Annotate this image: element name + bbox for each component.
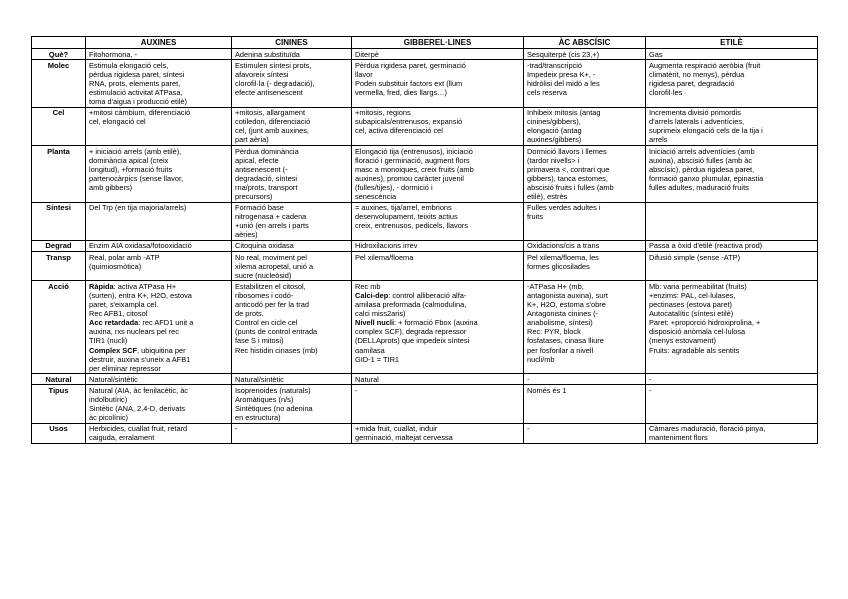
cell-line: + iniciació arrels (amb etilè), [89, 146, 182, 156]
cell-line: afavoreix síntesi [235, 69, 289, 79]
table-body [32, 49, 818, 444]
cell-line: dominància apical (creix [89, 155, 169, 165]
cell-line: clorofil·les [649, 87, 683, 97]
cell-line: Autocatalític (síntesi etilè) [649, 309, 734, 319]
table-cell [86, 146, 232, 203]
cell-line: +unió (en arrels i parts [235, 221, 309, 231]
table-cell [232, 49, 352, 60]
cell-line: auxina, rxs nuclears pel rec [89, 327, 179, 337]
cell-line: Augmenta respiració aeròbia (fruit [649, 60, 761, 70]
cell-line: Diterpè [355, 49, 379, 59]
cell-line: Isoprenoides (naturals) [235, 385, 311, 395]
cell-line: Inhibeix mitosis (antag [527, 108, 601, 118]
cell-line: Pel xilema/floema, les [527, 252, 599, 262]
table-cell [352, 240, 524, 251]
cell-line: Citoquina oxidasa [235, 241, 294, 251]
cell-line: Pèrdua rigidesa paret, germinació [355, 60, 466, 70]
cell-line: rna/prots, transport [235, 182, 298, 192]
row-label: Degrad [32, 240, 86, 251]
cell-line: primavera <, contrari que [527, 164, 610, 174]
table-cell [352, 374, 524, 385]
cell-line: Aromàtiques (n/s) [235, 394, 294, 404]
row-label: Natural [32, 374, 86, 385]
cell-line: part aèria) [235, 135, 269, 145]
row-label: Transp [32, 252, 86, 281]
cell-line: Iniciació arrels adventícies (amb [649, 146, 755, 156]
table-cell [524, 252, 646, 281]
col-header-acid-abscisic: ÀC ABSCÍSIC [524, 37, 646, 49]
cell-line: +mitosi càmbium, diferenciació [89, 108, 191, 118]
cell-line: Sintètic (ANA, 2,4-D, derivats [89, 404, 186, 414]
cell-line: anticodó per fer la trad [235, 300, 309, 310]
cell-line: (menys estovament) [649, 336, 716, 346]
cell-line: Mb: varia permeabilitat (fruits) [649, 281, 747, 291]
cell-line: de prots. [235, 309, 264, 319]
cell-line: cotiledon, diferenciació [235, 117, 311, 127]
table-cell [86, 60, 232, 107]
cell-line: Calci-dep: control alliberació alfa- [355, 290, 467, 300]
table-cell [646, 146, 818, 203]
cell-line: +mitosis, regions [355, 108, 411, 118]
cell-line: elongació (antag [527, 126, 582, 136]
table-cell [232, 60, 352, 107]
table-cell [232, 374, 352, 385]
cell-line: xilema acropetal, unió a [235, 261, 314, 271]
cell-line: gibbers), tanca estomes, [527, 173, 608, 183]
row-label: Síntesi [32, 202, 86, 240]
cell-line: germinació, maltejat cervessa [355, 433, 453, 443]
cell-line: Control en cicle cel [235, 318, 298, 328]
cell-line: Passa a òxid d'etilè (reactiva prod) [649, 241, 763, 251]
table-cell [524, 385, 646, 423]
cell-line: Herbicides, cuallat fruit, retard [89, 424, 188, 434]
cell-line: formes glicosilades [527, 261, 590, 271]
table-cell [352, 252, 524, 281]
cell-line: Estimulen síntesi prots, [235, 60, 312, 70]
cell-line: masc a monoiques, creix fruits (amb [355, 164, 474, 174]
cell-line: climatèrit, no menys), pèrdua [649, 69, 745, 79]
cell-line: disposició anòmala cel·lulosa [649, 327, 746, 337]
cell-line: fase S i mitosi) [235, 336, 284, 346]
cell-line: - [649, 385, 652, 395]
cell-line: Complex SCF, ubiquitina per [89, 345, 186, 355]
table-cell [86, 385, 232, 423]
cell-line: Estabilitzen el citosol, [235, 281, 306, 291]
cell-line: precursors) [235, 192, 273, 201]
cell-line: abscísic), pèrdua rigidesa paret, [649, 164, 755, 174]
table-cell [524, 60, 646, 107]
cell-line: RNA, prots, elements paret, [89, 78, 181, 88]
cell-line: cel, elongació cel [89, 117, 146, 127]
cell-line: (tardor nivells> i [527, 155, 580, 165]
cell-line: subapicals/entrenusos, expansió [355, 117, 463, 127]
cell-line: manteniment flors [649, 433, 708, 443]
cell-line: fruits [527, 212, 544, 222]
table-cell [86, 240, 232, 251]
table-row [32, 252, 818, 281]
cell-line: GID-1 = TIR1 [355, 354, 400, 364]
cell-line: anabolisme, síntesi) [527, 318, 593, 328]
table-cell [232, 202, 352, 240]
cell-line: (punts de control entrada [235, 327, 318, 337]
cell-line: (fulles/tijes), - dormició i [355, 182, 433, 192]
cell-line: sucre (nucleòsid) [235, 270, 292, 280]
table-cell [646, 60, 818, 107]
table-row [32, 49, 818, 60]
cell-line: +mitosis, allargament [235, 108, 306, 118]
cell-line: senescència [355, 192, 397, 201]
cell-line: estimulació activitat ATPasa, [89, 87, 183, 97]
col-header-auxines: AUXINES [86, 37, 232, 49]
cell-line: - [649, 374, 652, 384]
cell-line: TIR1 (nucli) [89, 336, 128, 346]
table-cell [232, 385, 352, 423]
table-row [32, 202, 818, 240]
cell-line: Natural (AIA, àc fenilacètic, àc [89, 385, 188, 395]
cell-line: creix, entrenusos, pedicels, llavors [355, 221, 468, 231]
cell-line: auxines/gibbers) [527, 135, 582, 145]
cell-line: pectinases (estova paret) [649, 300, 732, 310]
cell-line: Només és 1 [527, 385, 567, 395]
cell-line: caiguda, erralament [89, 433, 155, 443]
cell-line: indolbutíric) [89, 394, 128, 404]
table-row [32, 240, 818, 251]
cell-line: formació ganxo plumular, epinastia [649, 173, 764, 183]
table-cell [352, 385, 524, 423]
table-cell [86, 202, 232, 240]
cell-line: Difusió simple (sense -ATP) [649, 252, 741, 262]
cell-line: efecte antisenescent [235, 87, 303, 97]
cell-line: apical, efecte [235, 155, 279, 165]
hormones-table [31, 36, 818, 444]
cell-line: - [235, 424, 238, 434]
cell-line: Impedeix presa K+, - [527, 69, 596, 79]
cell-line: clorofil·la (- degradació), [235, 78, 315, 88]
table-cell [232, 240, 352, 251]
corner-cell [32, 37, 86, 49]
cell-line: Adenina substituïda [235, 49, 300, 59]
cell-line: Real, polar amb -ATP [89, 252, 160, 262]
table-row [32, 60, 818, 107]
table-cell [86, 423, 232, 443]
cell-line: antagonista auxina), surt [527, 290, 608, 300]
cell-line: d'arrels laterals i adventícies, [649, 117, 745, 127]
cell-line: Fulles verdes adultes i [527, 203, 601, 213]
cell-line: Pel xilema/floema [355, 252, 414, 262]
col-header-etile: ETILÈ [646, 37, 818, 49]
cell-line: = auxines, tija/arrel, embrions [355, 203, 452, 213]
cell-line: Poden substituir factors ext (llum [355, 78, 463, 88]
cell-line: destruir, auxina s'uneix a AFB1 [89, 354, 191, 364]
cell-line: Sesquiterpè (cis 23,+) [527, 49, 600, 59]
cell-line: auxina), abscisió fulles (amb àc [649, 155, 753, 165]
cell-line: αamilasa [355, 345, 385, 355]
table-row [32, 146, 818, 203]
cell-line: Natural [355, 374, 379, 384]
cell-line: Càmares maduració, floració pinya, [649, 424, 766, 434]
table-cell [646, 202, 818, 240]
table-cell [524, 374, 646, 385]
cell-line: Formació base [235, 203, 284, 213]
table-cell [232, 423, 352, 443]
cell-line: Nivell nucli: + formació Fbox (auxina [355, 318, 478, 328]
cell-line: vermella, fred, dies llargs…) [355, 87, 448, 97]
cell-line: hidròlisi del midó a les [527, 78, 600, 88]
row-label: Acció [32, 281, 86, 374]
table-cell [646, 240, 818, 251]
table-cell [646, 281, 818, 374]
cell-line: (surten), entra K+, H2O, estova [89, 290, 192, 300]
cell-line: antisenescent (- [235, 164, 288, 174]
cell-line: per eliminar repressor [89, 363, 161, 373]
cell-line: Natural/sintètic [235, 374, 284, 384]
cell-line: +mida fruit, cuallat, induir [355, 424, 438, 434]
cell-line: - [527, 374, 530, 384]
cell-line: cels reserva [527, 87, 567, 97]
row-label: Planta [32, 146, 86, 203]
cell-line: Del Trp (en tija majoria/arrels) [89, 203, 187, 213]
cell-line: Rec mb [355, 281, 381, 291]
table-row [32, 423, 818, 443]
cell-line: complex SCF), degrada repressor [355, 327, 467, 337]
table-row [32, 281, 818, 374]
row-label: Què? [32, 49, 86, 60]
cell-line: per fosforilar a nivell [527, 345, 594, 355]
table-cell [646, 49, 818, 60]
cell-line: -ATPasa H+ (mb, [527, 281, 584, 291]
table-cell [352, 202, 524, 240]
cell-line: Oxidacions/cis a trans [527, 241, 600, 251]
row-label: Usos [32, 423, 86, 443]
table-cell [86, 374, 232, 385]
table-cell [232, 107, 352, 145]
row-label: Tipus [32, 385, 86, 423]
cell-line: Pèrdua dominància [235, 146, 299, 156]
cell-line: cel, activa diferenciació cel [355, 126, 443, 136]
cell-line: Antagonista cinines (- [527, 309, 599, 319]
table-row [32, 385, 818, 423]
table-cell [86, 107, 232, 145]
cell-line: desenvolupament, teixits actius [355, 212, 458, 222]
cell-line: (DELLAprots) que impedeix síntesi [355, 336, 470, 346]
cell-line: Rec AFB1, citosol [89, 309, 148, 319]
cell-line: suprimeix elongació cels de la tija i [649, 126, 763, 136]
cell-line: calci miss2aris) [355, 309, 406, 319]
cell-line: nucli/mb [527, 354, 555, 364]
table-cell [86, 49, 232, 60]
cell-line: partenocàrpics (sense llavor, [89, 173, 184, 183]
cell-line: - [355, 385, 358, 395]
table-cell [524, 240, 646, 251]
cell-line: paret, s'eixampla cel. [89, 300, 159, 310]
cell-line: Estimula elongació cels, [89, 60, 169, 70]
cell-line: abscisió fruits i fulles (amb [527, 182, 614, 192]
cell-line: etilè), estrès [527, 192, 568, 201]
table-cell [86, 281, 232, 374]
cell-line: cinines/gibbers), [527, 117, 581, 127]
cell-line: Dormició llavors i llemes [527, 146, 607, 156]
cell-line: auxines), promou caràcter juvenil [355, 173, 464, 183]
cell-line: (quimiosmòtica) [89, 261, 142, 271]
cell-line: No real, moviment pel [235, 252, 307, 262]
table-cell [646, 374, 818, 385]
cell-line: aèries) [235, 230, 258, 240]
cell-line: - [527, 424, 530, 434]
col-header-cinines: CININES [232, 37, 352, 49]
cell-line: Fruits: agradable als sentits [649, 345, 740, 355]
cell-line: Paret: +proporció hidroxiprolina, + [649, 318, 761, 328]
cell-line: Enzim AIA oxidasa/fotooxidació [89, 241, 192, 251]
cell-line: llavor [355, 69, 373, 79]
cell-line: fulles adultes, maduració fruits [649, 182, 749, 192]
table-cell [524, 423, 646, 443]
cell-line: àc picolínic) [89, 413, 129, 423]
table-row [32, 107, 818, 145]
table-row [32, 374, 818, 385]
cell-line: Hidroxilacions irrev [355, 241, 418, 251]
cell-line: en estructura) [235, 413, 281, 423]
cell-line: floració i germinació, augment flors [355, 155, 470, 165]
cell-line: degradació, síntesi [235, 173, 298, 183]
table-cell [352, 49, 524, 60]
cell-line: ribosomes i codó- [235, 290, 294, 300]
table-cell [232, 252, 352, 281]
row-label: Cel [32, 107, 86, 145]
cell-line: cel, (junt amb auxines, [235, 126, 309, 136]
table-cell [646, 385, 818, 423]
cell-line: longitud), +formació fruits [89, 164, 173, 174]
cell-line: Gas [649, 49, 663, 59]
table-cell [524, 281, 646, 374]
table-cell [524, 107, 646, 145]
header-row [32, 37, 818, 49]
cell-line: Rec: PYR, block [527, 327, 581, 337]
cell-line: fosfatases, cinasa lliure [527, 336, 604, 346]
table-cell [646, 107, 818, 145]
cell-line: Incrementa divisió primordis [649, 108, 742, 118]
cell-line: Natural/sintètic [89, 374, 138, 384]
cell-line: -trad/transcripció [527, 60, 583, 70]
cell-line: Sintètiques (no adenina [235, 404, 313, 414]
table-cell [646, 252, 818, 281]
col-header-gibberellines: GIBBEREL·LINES [352, 37, 524, 49]
table-cell [232, 281, 352, 374]
cell-line: +enzims: PAL, cel·lulases, [649, 290, 736, 300]
cell-line: toma d'aigua i producció etilè) [89, 97, 187, 107]
table-cell [352, 60, 524, 107]
table-cell [646, 423, 818, 443]
table-cell [352, 146, 524, 203]
table-cell [524, 49, 646, 60]
cell-line: Elongació tija (entrenusos), iniciació [355, 146, 473, 156]
cell-line: Ràpida: activa ATPasa H+ [89, 281, 177, 291]
cell-line: Acc retardada: rec AFD1 unit a [89, 318, 194, 328]
cell-line: Rec histidin cinases (mb) [235, 345, 318, 355]
table-cell [232, 146, 352, 203]
cell-line: amilasa preformada (calmodulina, [355, 300, 467, 310]
cell-line: arrels [649, 135, 668, 145]
row-label: Molec [32, 60, 86, 107]
cell-line: rigidesa paret, degradació [649, 78, 735, 88]
cell-line: pèrdua rigidesa paret, síntesi [89, 69, 185, 79]
table-cell [352, 423, 524, 443]
cell-line: nitrogenasa + cadena [235, 212, 307, 222]
cell-line: Fitohormona, - [89, 49, 138, 59]
cell-line: amb gibbers) [89, 182, 133, 192]
table-cell [352, 107, 524, 145]
table-cell [524, 146, 646, 203]
table-cell [86, 252, 232, 281]
table-cell [352, 281, 524, 374]
table-cell [524, 202, 646, 240]
notes-page [31, 36, 817, 444]
cell-line: K+, H2O, estoma s'obre [527, 300, 606, 310]
